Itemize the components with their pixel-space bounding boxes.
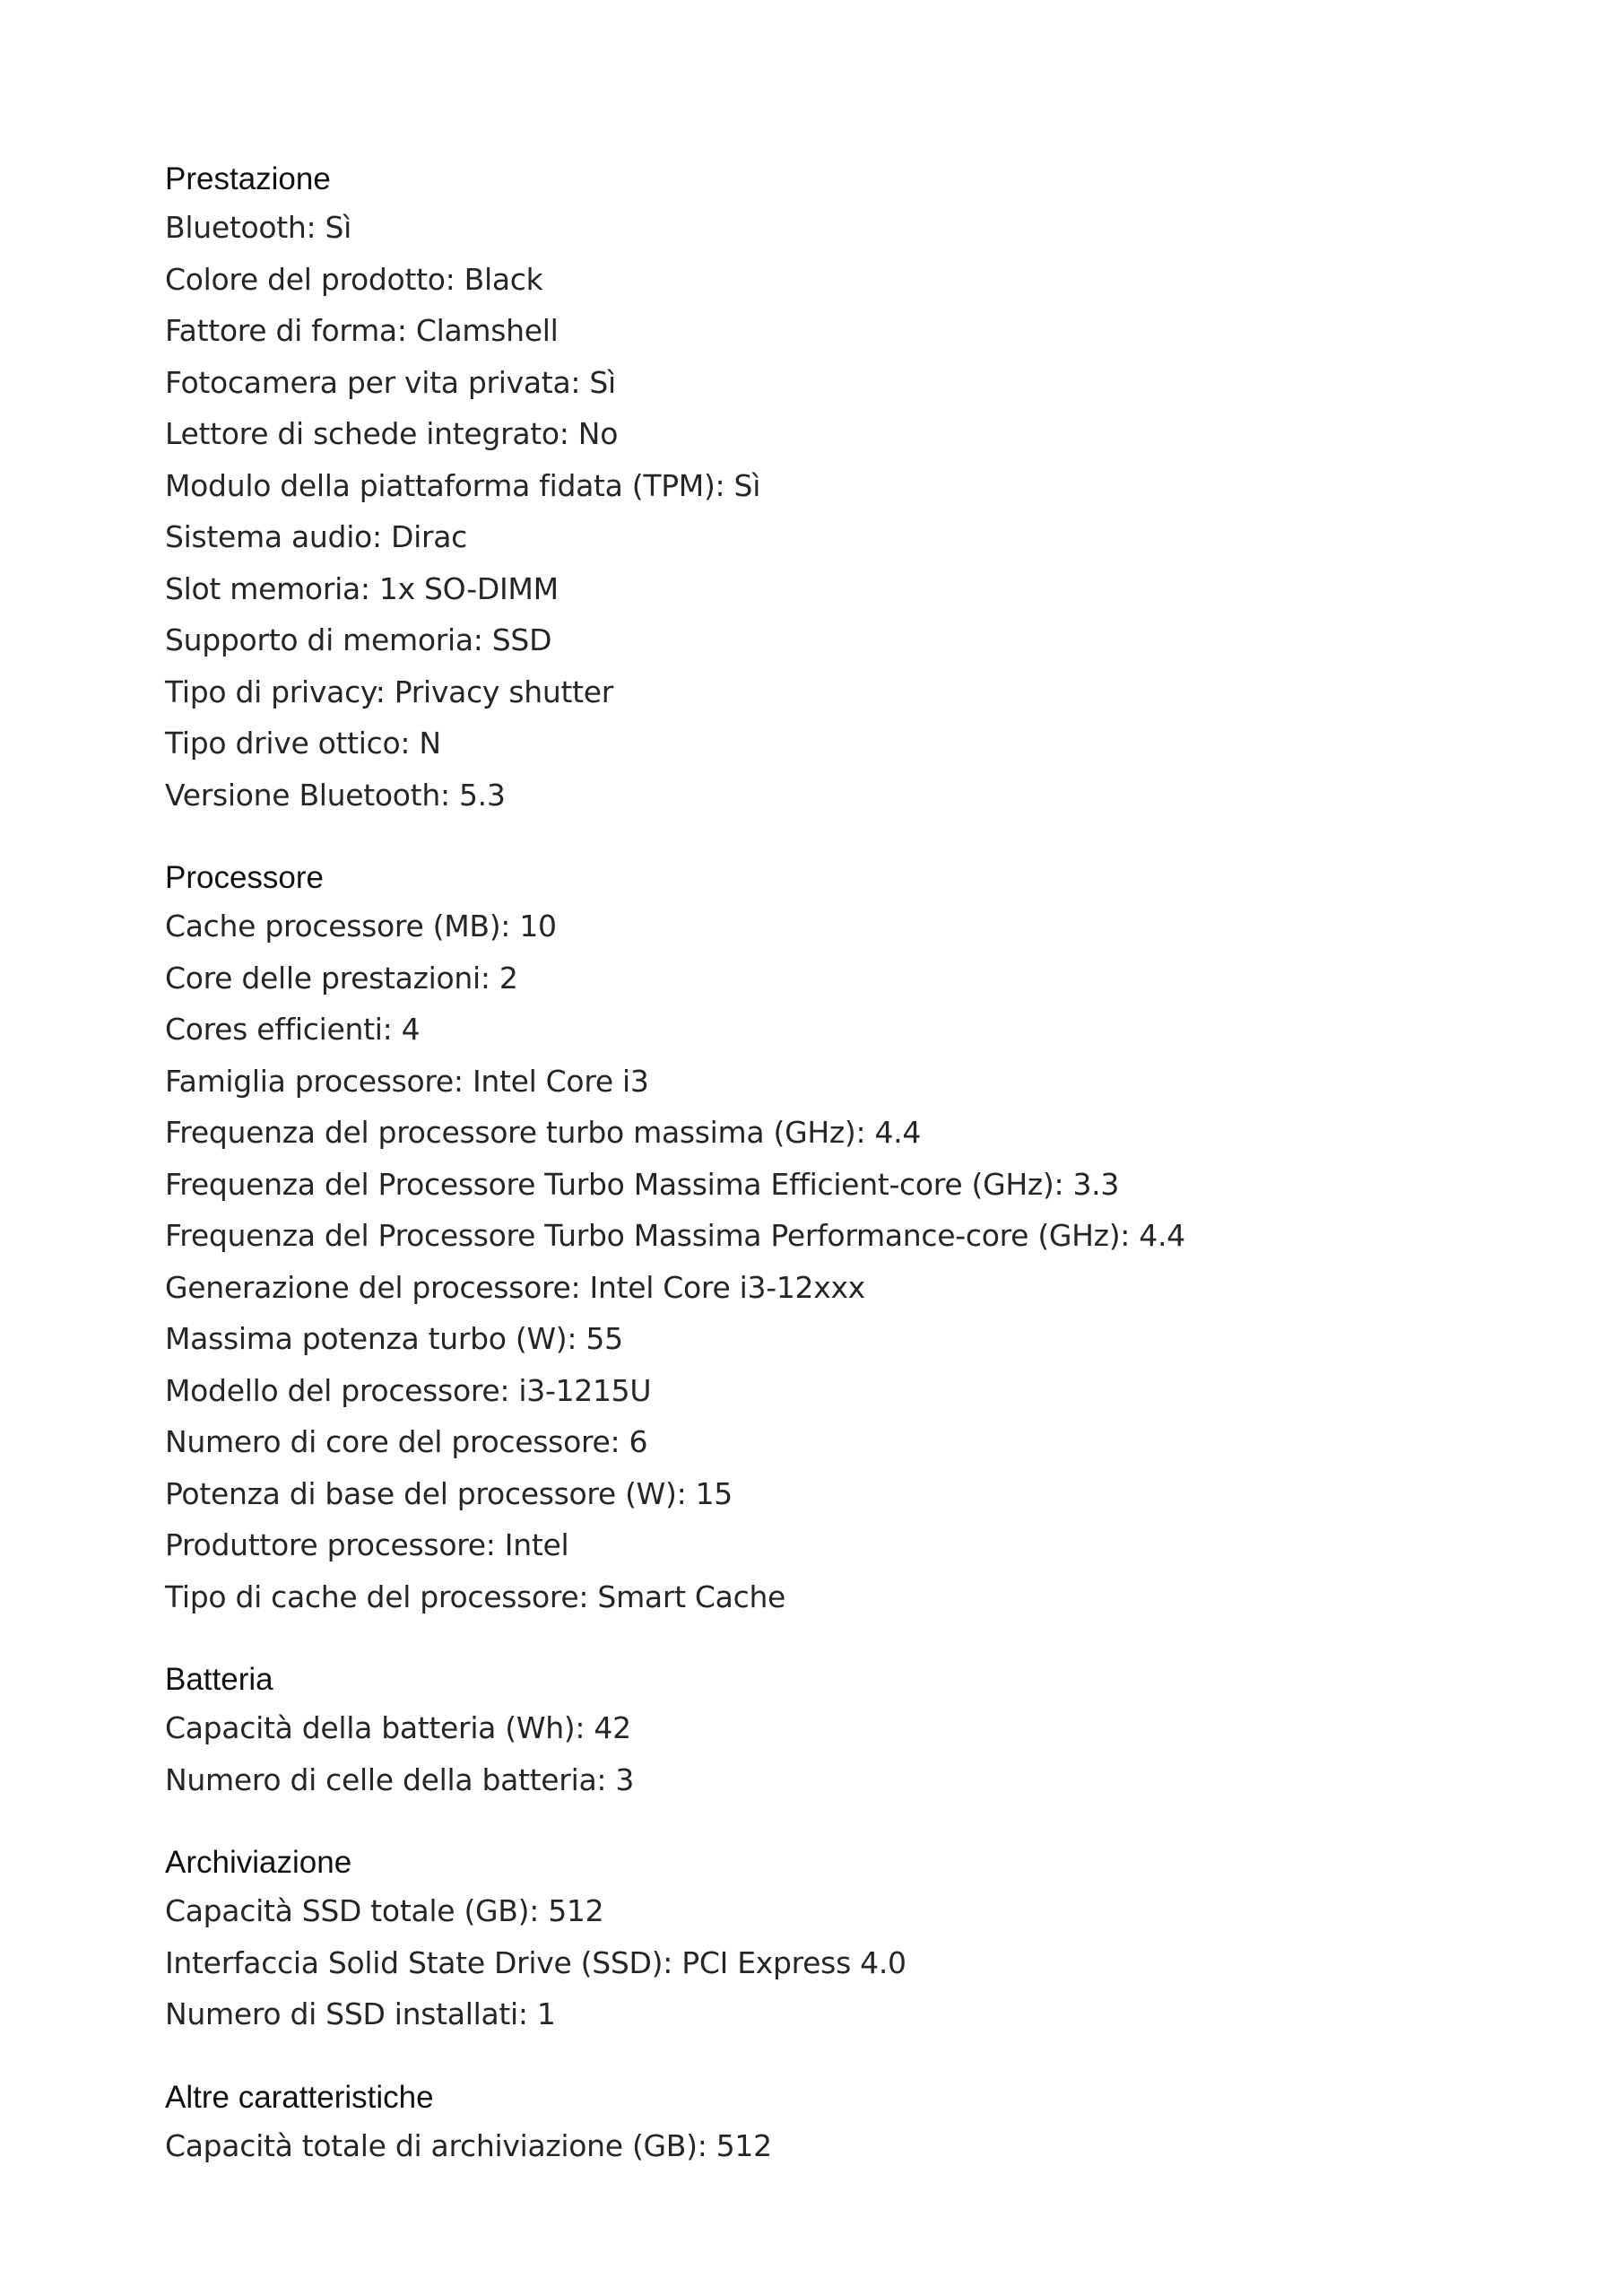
spec-line: Numero di celle della batteria: 3 [165, 1761, 635, 1797]
spec-line: Bluetooth: Sì [165, 210, 352, 245]
spec-line: Capacità della batteria (Wh): 42 [165, 1710, 631, 1745]
section-altre-caratteristiche [165, 2078, 1456, 2172]
spec-line: Modulo della piattaforma fidata (TPM): Sì [165, 467, 761, 503]
spec-line: Massima potenza turbo (W): 55 [165, 1321, 623, 1356]
spec-line: Cache processore (MB): 10 [165, 909, 557, 944]
spec-line: Numero di core del processore: 6 [165, 1424, 648, 1459]
spec-list [165, 1702, 1456, 1805]
section-processore [165, 858, 1456, 1622]
spec-line: Tipo di cache del processore: Smart Cache [165, 1578, 786, 1614]
spec-line: Tipo drive ottico: N [165, 726, 441, 761]
section-prestazione [165, 160, 1456, 821]
section-title: Batteria [165, 1662, 273, 1697]
spec-line: Lettore di schede integrato: No [165, 416, 619, 451]
spec-line: Potenza di base del processore (W): 15 [165, 1475, 733, 1511]
spec-line: Tipo di privacy: Privacy shutter [165, 674, 613, 709]
spec-line: Frequenza del Processore Turbo Massima Performance-core (GHz): 4.4 [165, 1218, 1185, 1253]
section-title: Prestazione [165, 161, 331, 196]
spec-line: Capacità totale di archiviazione (GB): 512 [165, 2127, 772, 2163]
section-archiviazione [165, 1843, 1456, 2040]
spec-list [165, 2120, 1456, 2172]
section-title: Archiviazione [165, 1845, 352, 1880]
spec-line: Slot memoria: 1x SO-DIMM [165, 570, 559, 606]
spec-line: Frequenza del Processore Turbo Massima Efficient-core (GHz): 3.3 [165, 1166, 1120, 1202]
spec-line: Sistema audio: Dirac [165, 519, 467, 554]
spec-list [165, 202, 1456, 821]
spec-line: Fotocamera per vita privata: Sì [165, 364, 616, 400]
spec-line: Versione Bluetooth: 5.3 [165, 777, 506, 813]
spec-line: Interfaccia Solid State Drive (SSD): PCI Express 4.0 [165, 1944, 906, 1980]
spec-list [165, 900, 1456, 1622]
spec-line: Modello del processore: i3-1215U [165, 1372, 652, 1408]
section-title: Processore [165, 860, 325, 895]
spec-line: Produttore processore: Intel [165, 1527, 569, 1562]
spec-line: Famiglia processore: Intel Core i3 [165, 1063, 649, 1099]
spec-line: Colore del prodotto: Black [165, 261, 543, 297]
spec-line: Numero di SSD installati: 1 [165, 1996, 556, 2031]
section-batteria [165, 1660, 1456, 1805]
spec-line: Fattore di forma: Clamshell [165, 313, 559, 348]
spec-line: Core delle prestazioni: 2 [165, 960, 518, 996]
spec-line: Generazione del processore: Intel Core i3-12xxx [165, 1269, 865, 1305]
spec-list [165, 1885, 1456, 2040]
spec-line: Cores efficienti: 4 [165, 1012, 421, 1047]
section-title: Altre caratteristiche [165, 2079, 434, 2115]
spec-line: Frequenza del processore turbo massima (GHz): 4.4 [165, 1115, 922, 1150]
spec-line: Capacità SSD totale (GB): 512 [165, 1893, 604, 1928]
spec-document [165, 160, 1456, 2171]
spec-line: Supporto di memoria: SSD [165, 622, 552, 657]
